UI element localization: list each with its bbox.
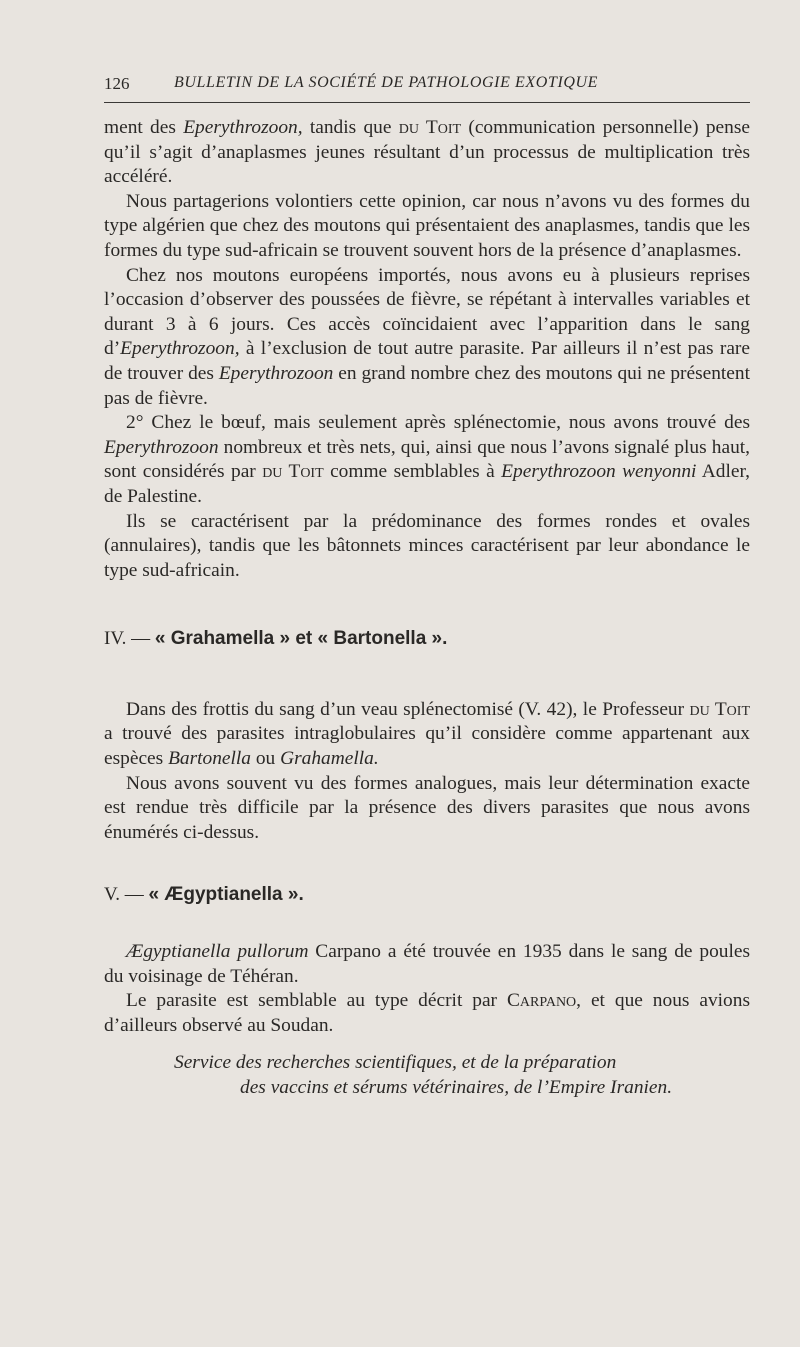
text-run: a trouvé des parasites intraglobulaires qu’il considère comme appartenant aux espèces	[104, 723, 750, 770]
italic-term: Grahamella.	[280, 748, 379, 770]
section-number: IV. —	[104, 628, 155, 650]
page-header	[104, 72, 750, 103]
text-run: en grand nombre chez des moutons qui ne présentent pas de fièvre.	[104, 362, 750, 409]
signature-line-2: des vaccins et sérums vétérinaires, de l’Empire Iranien.	[240, 1077, 673, 1098]
signature-line-1: Service des recherches scientifiques, et de la préparation	[174, 1052, 617, 1074]
text-run: et que nous avions d’ailleurs observé au Soudan.	[104, 990, 750, 1036]
text-run: nombreux et très nets, qui, ainsi que nous l’avons signalé plus haut, sont considérés par	[104, 436, 750, 483]
author-name: du Toit	[262, 461, 324, 483]
paragraph-1	[104, 116, 750, 190]
paragraph-4	[104, 411, 750, 509]
section-heading-iv	[104, 627, 750, 652]
section-number: V. —	[104, 884, 149, 906]
italic-term: Eperythrozoon	[104, 436, 219, 458]
italic-term: Eperythrozoon,	[120, 338, 240, 360]
text-run: Dans des frottis du sang d’un veau splénectomisé (V. 42), le Professeur	[126, 698, 690, 720]
italic-term: Bartonella	[168, 748, 252, 770]
text-run: (communication personnelle) pense qu’il s’agit d’anaplasmes jeunes résultant d’un processus de multiplication très accéléré.	[104, 117, 750, 188]
text-run: Le parasite est semblable au type décrit par	[126, 990, 507, 1012]
italic-term: Ægyptianella pullorum	[126, 941, 309, 963]
paragraph-6	[104, 698, 750, 772]
paragraph-3	[104, 264, 750, 412]
author-name: du Toit	[689, 698, 751, 720]
author-name: du Toit	[398, 117, 462, 138]
paragraph-7: Nous avons souvent vu des formes analogues, mais leur détermination exacte est rendue très difficile par la présence des divers parasites que nous avons énumérés ci-dessus.	[104, 772, 750, 843]
paragraph-9	[104, 989, 750, 1038]
text-run: 2° Chez le bœuf, mais seulement après splénectomie, nous avons trouvé des	[126, 412, 750, 434]
section-heading-v	[104, 883, 750, 908]
text-run: Carpano a été trouvée en 1935 dans le sang de poules du voisinage de Téhéran.	[104, 941, 750, 987]
text-run: Chez nos moutons européens importés, nous avons eu à plusieurs reprises l’occasion d’observer des poussées de fièvre, se répétant à intervalles variables et durant 3 à 6 jours. Ces accès coïncidaient avec l’apparition dans le sang d’	[104, 264, 750, 360]
text-run: tandis que	[302, 117, 399, 138]
text-run: comme semblables à	[323, 461, 502, 483]
italic-term: Eperythrozoon	[218, 362, 334, 384]
text-run: ment des	[104, 117, 184, 138]
running-title: BULLETIN DE LA SOCIÉTÉ DE PATHOLOGIE EXOTIQUE	[174, 74, 599, 91]
italic-term: Eperythrozoon,	[183, 117, 303, 138]
italic-term: Eperythrozoon wenyonni	[501, 461, 697, 483]
paragraph-2: Nous partagerions volontiers cette opinion, car nous n’avons vu des formes du type algérien que chez des moutons qui présentaient des anaplasmes, tandis que les formes du type sud-africain se trouvent souvent hors de la présence d’anaplasmes.	[104, 190, 750, 261]
article-body	[104, 116, 750, 1101]
section-title: « Grahamella » et « Bartonella ».	[154, 628, 448, 650]
paragraph-8	[104, 940, 750, 989]
section-title: « Ægyptianella ».	[148, 884, 304, 906]
text-run: Adler, de Palestine.	[104, 461, 751, 507]
text-run: à l’exclusion de tout autre parasite. Par ailleurs il n’est pas rare de trouver des	[104, 338, 750, 384]
page-number: 126	[104, 74, 130, 93]
author-name: Carpano,	[506, 990, 582, 1012]
paragraph-5: Ils se caractérisent par la prédominance des formes rondes et ovales (annulaires), tandis que les bâtonnets minces caractérisent par leur abondance le type sud-africain.	[104, 510, 750, 581]
text-run: ou	[251, 748, 281, 770]
affiliation-signature	[104, 1051, 750, 1100]
